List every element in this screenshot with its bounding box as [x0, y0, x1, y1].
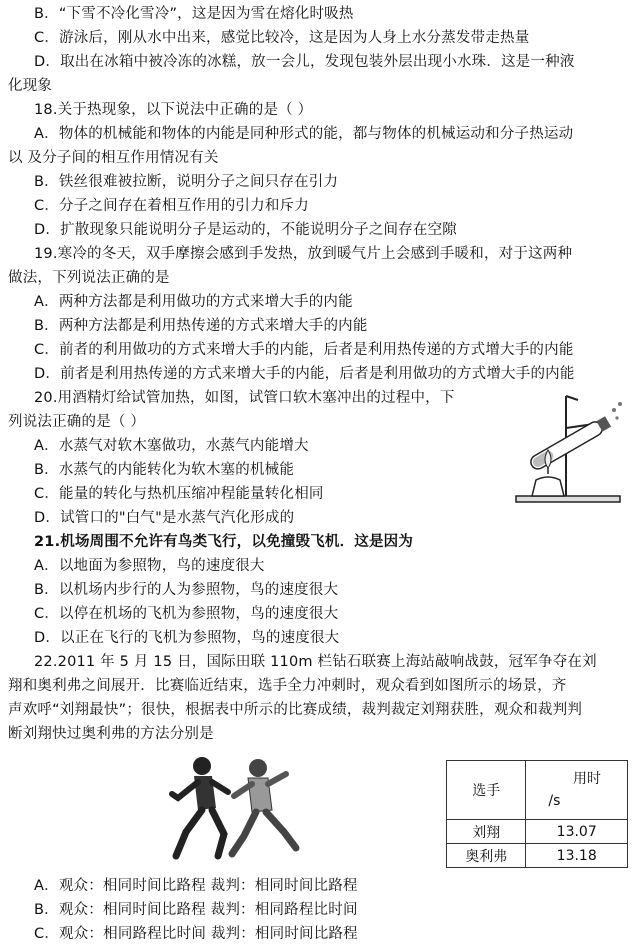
q18-option-d: D．扩散现象只能说明分子是运动的，不能说明分子之间存在空隙 — [34, 222, 457, 238]
q17-option-d: D．取出在冰箱中被冷冻的冰糕，放一会儿，发现包装外层出现小水珠．这是一种液 — [34, 54, 575, 70]
q17-option-c: C．游泳后，刚从水中出来，感觉比较冷，这是因为人身上水分蒸发带走热量 — [34, 30, 530, 46]
q18-option-a: A．物体的机械能和物体的内能是同种形式的能，都与物体的机械运动和分子热运动 — [34, 126, 574, 142]
q22-stem-line2: 翔和奥利弗之间展开．比赛临近结束，选手全力冲刺时，观众看到如图所示的场景，齐 — [8, 678, 567, 694]
header-athlete: 选手 — [447, 761, 526, 820]
q17-option-b: B．“下雪不冷化雪冷”，这是因为雪在熔化时吸热 — [34, 6, 354, 22]
q19-option-b: B．两种方法都是利用热传递的方式来增大手的内能 — [34, 318, 368, 334]
table-row — [447, 844, 628, 868]
q19-option-a: A．两种方法都是利用做功的方式来增大手的内能 — [34, 294, 353, 310]
table-header-row — [447, 761, 628, 820]
q18-stem: 18.关于热现象，以下说法中正确的是（ ） — [34, 102, 313, 118]
header-time-label: 用时 — [573, 771, 601, 787]
q21-option-c: C．以停在机场的飞机为参照物，鸟的速度很大 — [34, 606, 339, 622]
q19-option-d: D．前者是利用热传递的方式来增大手的内能，后者是利用做功的方式增大手的内能 — [34, 366, 575, 382]
q21-stem: 21.机场周围不允许有鸟类飞行，以免撞毁飞机．这是因为 — [34, 534, 414, 550]
test-tube-apparatus-figure — [508, 388, 628, 512]
table-row — [447, 820, 628, 844]
q20-option-d: D．试管口的"白气"是水蒸气汽化形成的 — [34, 510, 295, 526]
q20-option-c: C．能量的转化与热机压缩冲程能量转化相同 — [34, 486, 324, 502]
q22-option-a: A．观众：相同时间比路程 裁判：相同时间比路程 — [34, 878, 358, 894]
header-time-unit: /s — [548, 793, 561, 809]
q19-option-c: C．前者的利用做功的方式来增大手的内能，后者是利用热传递的方式增大手的内能 — [34, 342, 574, 358]
q18-option-c: C．分子之间存在着相互作用的引力和斥力 — [34, 198, 309, 214]
q22-option-b: B．观众：相同时间比路程 裁判：相同路程比时间 — [34, 902, 358, 918]
header-time — [526, 761, 628, 820]
athlete-name: 奥利弗 — [447, 844, 526, 868]
q22-stem-line3: 声欢呼“刘翔最快”；很快，根据表中所示的比赛成绩，裁判裁定刘翔获胜，观众和裁判判 — [8, 702, 583, 718]
athlete-name: 刘翔 — [447, 820, 526, 844]
q20-option-b: B．水蒸气的内能转化为软木塞的机械能 — [34, 462, 295, 478]
q22-stem-line4: 断刘翔快过奥利弗的方法分别是 — [8, 726, 214, 742]
q21-option-a: A．以地面为参照物，鸟的速度很大 — [34, 558, 265, 574]
q21-option-b: B．以机场内步行的人为参照物，鸟的速度很大 — [34, 582, 339, 598]
athlete-time: 13.18 — [526, 844, 628, 868]
q20-option-a: A．水蒸气对软木塞做功，水蒸气内能增大 — [34, 438, 309, 454]
q19-stem: 19.寒冷的冬天，双手摩擦会感到手发热，放到暖气片上会感到手暖和，对于这两种 — [34, 246, 573, 262]
hurdlers-photo — [162, 752, 310, 864]
q22-stem: 22.2011 年 5 月 15 日，国际田联 110m 栏钻石联赛上海站敲响战鼓，冠军争夺在刘 — [34, 654, 597, 670]
results-table — [446, 760, 628, 868]
q21-option-d: D．以正在飞行的飞机为参照物，鸟的速度很大 — [34, 630, 340, 646]
q18-option-b: B．铁丝很难被拉断，说明分子之间只存在引力 — [34, 174, 339, 190]
q20-stem: 20.用酒精灯给试管加热，如图，试管口软木塞冲出的过程中，下 — [34, 390, 455, 406]
athlete-time: 13.07 — [526, 820, 628, 844]
q18-option-a-cont: 以 及分子间的相互作用情况有关 — [8, 150, 219, 166]
q17-option-d-cont: 化现象 — [8, 78, 53, 94]
q20-stem-cont: 列说法正确的是（ ） — [8, 414, 146, 430]
q19-stem-cont: 做法，下列说法正确的是 — [8, 270, 170, 286]
q22-option-c: C．观众：相同路程比时间 裁判：相同时间比路程 — [34, 926, 358, 942]
